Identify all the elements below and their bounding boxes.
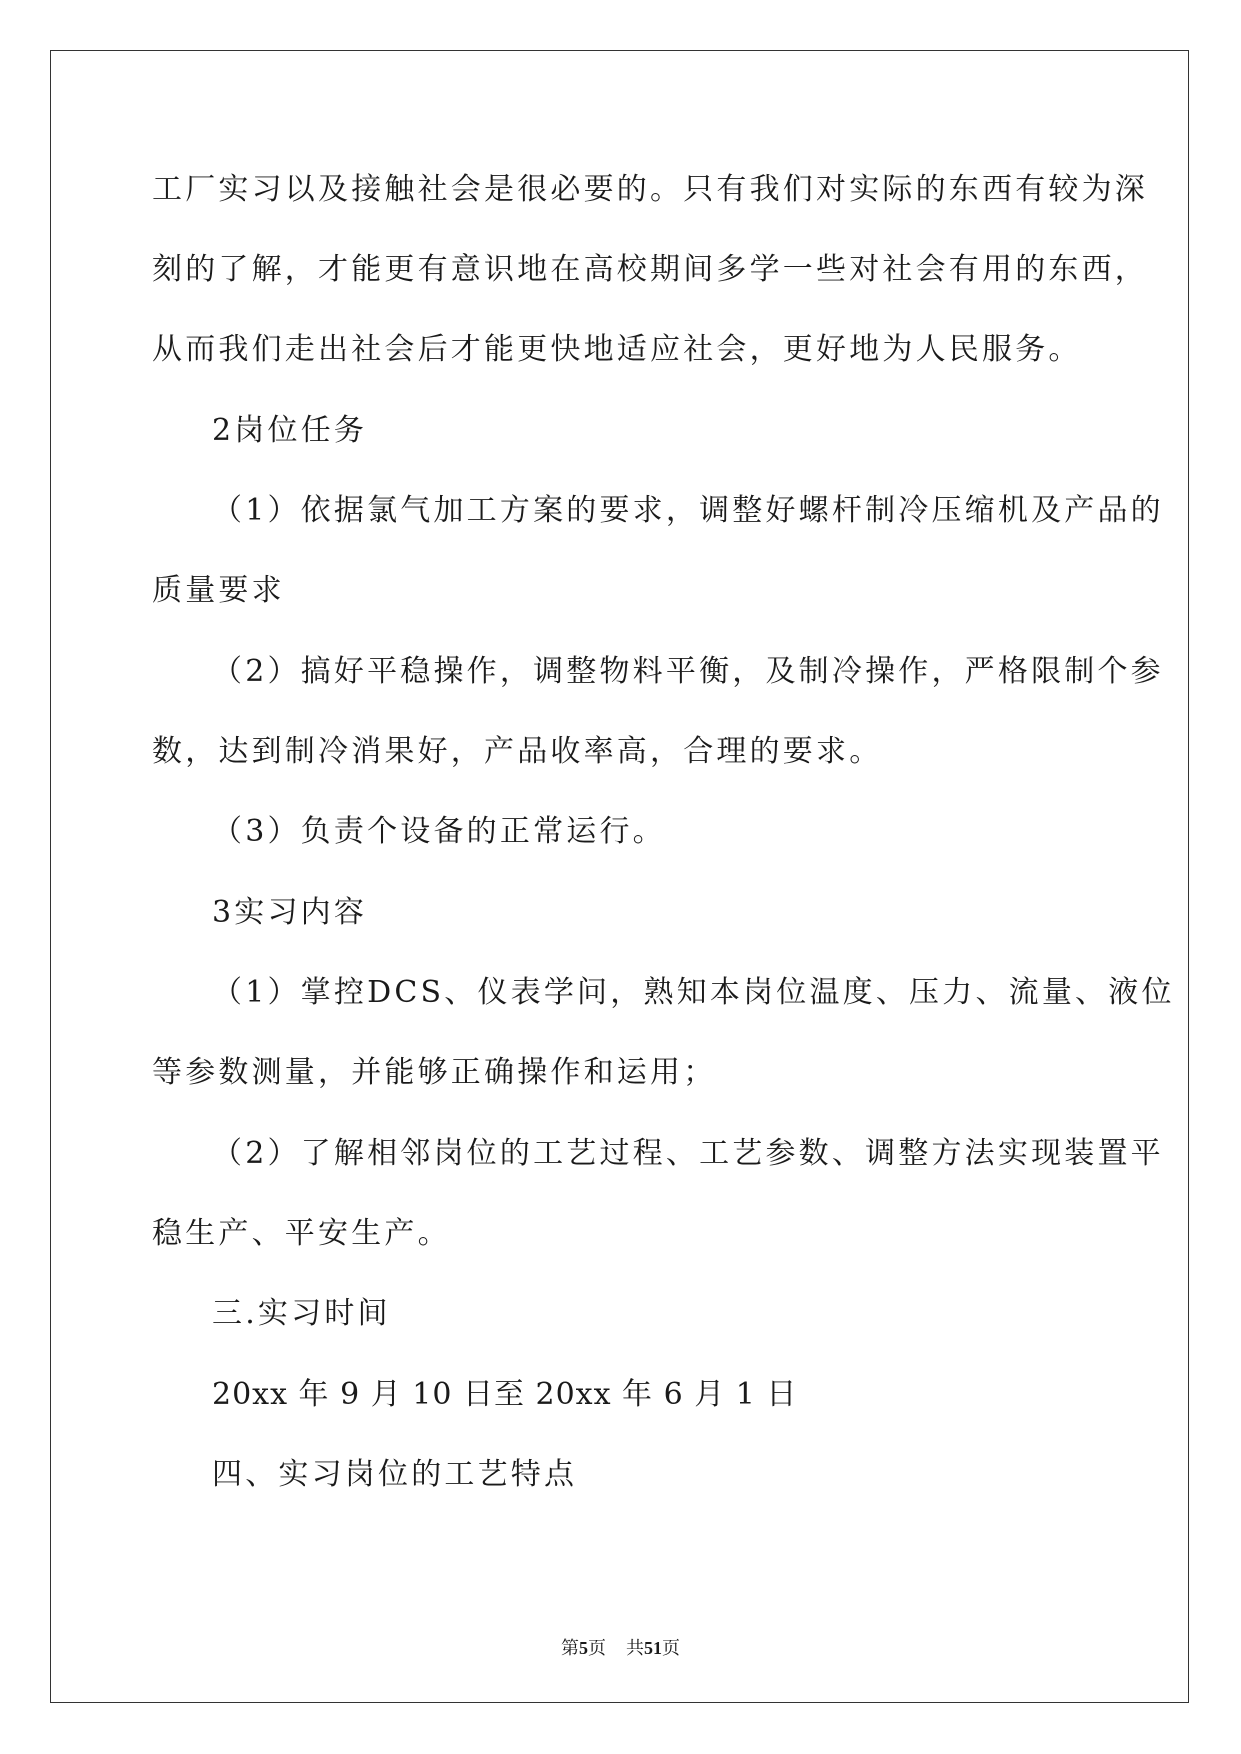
- list-item: （2）搞好平稳操作，调整物料平衡，及制冷操作，严格限制个参: [212, 654, 1164, 689]
- paragraph-line: 数，达到制冷消果好，产品收率高，合理的要求。: [152, 734, 883, 769]
- list-item: （1）掌控DCS、仪表学问，熟知本岗位温度、压力、流量、液位: [212, 975, 1175, 1010]
- paragraph-line: 刻的了解，才能更有意识地在高校期间多学一些对社会有用的东西，: [152, 252, 1148, 287]
- date-line: 20xx 年 9 月 10 日至 20xx 年 6 月 1 日: [212, 1377, 798, 1412]
- list-item: （1）依据氯气加工方案的要求，调整好螺杆制冷压缩机及产品的: [212, 493, 1164, 528]
- page-footer: [0, 1636, 1241, 1660]
- page-number: 5: [579, 1638, 588, 1658]
- paragraph-line: 工厂实习以及接触社会是很必要的。只有我们对实际的东西有较为深: [152, 172, 1148, 207]
- total-prefix: 共: [626, 1638, 644, 1658]
- section-heading: 2岗位任务: [212, 413, 368, 448]
- paragraph-line: 从而我们走出社会后才能更快地适应社会，更好地为人民服务。: [152, 332, 1082, 367]
- section-heading: 三.实习时间: [212, 1296, 391, 1331]
- list-item: （2）了解相邻岗位的工艺过程、工艺参数、调整方法实现装置平: [212, 1136, 1164, 1171]
- paragraph-line: 等参数测量，并能够正确操作和运用；: [152, 1055, 717, 1090]
- page-prefix: 第: [561, 1638, 579, 1658]
- section-heading: 3实习内容: [212, 895, 368, 930]
- page-suffix: 页: [588, 1638, 606, 1658]
- paragraph-line: 质量要求: [152, 573, 285, 608]
- total-pages: 51: [644, 1638, 662, 1658]
- section-heading: 四、实习岗位的工艺特点: [212, 1457, 578, 1492]
- total-suffix: 页: [662, 1638, 680, 1658]
- paragraph-line: 稳生产、平安生产。: [152, 1216, 451, 1251]
- list-item: （3）负责个设备的正常运行。: [212, 814, 666, 849]
